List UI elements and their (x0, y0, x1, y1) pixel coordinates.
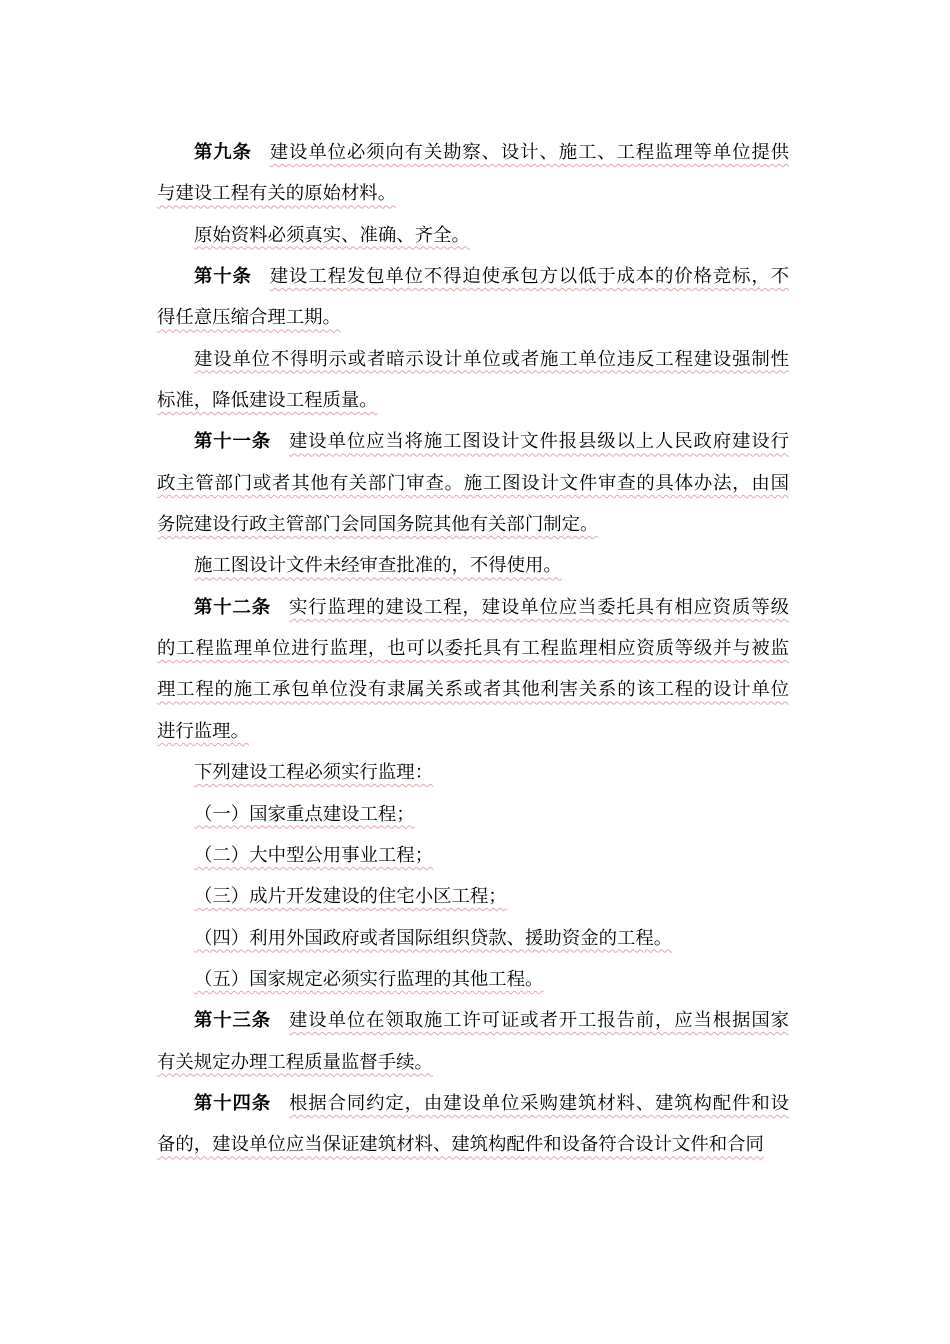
paragraph-line (157, 967, 789, 1008)
paragraph-line (157, 1050, 789, 1091)
paragraph-text: 备的，建设单位应当保证建筑材料、建筑构配件和设备符合设计文件和合同 (157, 1134, 764, 1156)
paragraph-line (157, 181, 789, 222)
paragraph-text: 建设工程发包单位不得迫使承包方以低于成本的价格竞标，不 (269, 266, 789, 288)
paragraph-text: 得任意压缩合理工期。 (157, 307, 341, 329)
paragraph-line (157, 347, 789, 388)
paragraph-text: 理工程的施工承包单位没有隶属关系或者其他利害关系的该工程的设计单位 (157, 679, 789, 701)
paragraph-text: （三）成片开发建设的住宅小区工程； (194, 886, 507, 908)
paragraph-text: （二）大中型公用事业工程； (194, 844, 434, 866)
paragraph-text: 标准，降低建设工程质量。 (157, 390, 378, 412)
paragraph-text: 建设单位必须向有关勘察、设计、施工、工程监理等单位提供 (269, 142, 789, 163)
article-heading: 第十二条 (194, 596, 272, 618)
article-heading: 第十四条 (194, 1092, 272, 1114)
paragraph-line (157, 388, 789, 429)
paragraph-line (157, 760, 789, 801)
paragraph-text: 原始资料必须真实、准确、齐全。 (194, 224, 470, 246)
paragraph-line (157, 595, 789, 636)
paragraph-text: 建设单位应当将施工图设计文件报县级以上人民政府建设行 (289, 431, 789, 453)
paragraph-line (157, 884, 789, 925)
paragraph-text: 政主管部门或者其他有关部门审查。施工图设计文件审查的具体办法，由国 (157, 472, 789, 494)
paragraph-line (157, 305, 789, 346)
paragraph-text: 建设单位不得明示或者暗示设计单位或者施工单位违反工程建设强制性 (194, 348, 789, 370)
paragraph-line (157, 429, 789, 470)
paragraph-text: 与建设工程有关的原始材料。 (157, 183, 397, 205)
paragraph-line (157, 1091, 789, 1132)
paragraph-text: 务院建设行政主管部门会同国务院其他有关部门制定。 (157, 514, 599, 536)
paragraph-text: （五）国家规定必须实行监理的其他工程。 (194, 968, 544, 990)
paragraph-line (157, 1008, 789, 1049)
paragraph-line (157, 843, 789, 884)
paragraph-text: 建设单位在领取施工许可证或者开工报告前，应当根据国家 (289, 1010, 789, 1032)
paragraph-text: 进行监理。 (157, 720, 249, 742)
document-body (157, 140, 789, 1174)
paragraph-line (157, 719, 789, 760)
paragraph-line (157, 140, 789, 181)
paragraph-line (157, 636, 789, 677)
article-heading: 第九条 (194, 142, 252, 163)
paragraph-text: 的工程监理单位进行监理，也可以委托具有工程监理相应资质等级并与被监 (157, 638, 789, 660)
paragraph-line (157, 223, 789, 264)
paragraph-line (157, 802, 789, 843)
paragraph-text: （四）利用外国政府或者国际组织贷款、援助资金的工程。 (194, 927, 673, 949)
paragraph-text: 下列建设工程必须实行监理： (194, 762, 434, 784)
paragraph-line (157, 1132, 789, 1173)
paragraph-text: 有关规定办理工程质量监督手续。 (157, 1051, 433, 1073)
article-heading: 第十条 (194, 266, 252, 288)
paragraph-line (157, 677, 789, 718)
paragraph-line (157, 264, 789, 305)
paragraph-line (157, 512, 789, 553)
paragraph-line (157, 926, 789, 967)
paragraph-text: 实行监理的建设工程，建设单位应当委托具有相应资质等级 (289, 596, 789, 618)
paragraph-text: 根据合同约定，由建设单位采购建筑材料、建筑构配件和设 (289, 1092, 789, 1114)
paragraph-text: 施工图设计文件未经审查批准的，不得使用。 (194, 555, 562, 577)
paragraph-line (157, 553, 789, 594)
article-heading: 第十一条 (194, 431, 272, 453)
paragraph-line (157, 471, 789, 512)
paragraph-text: （一）国家重点建设工程； (194, 803, 415, 825)
article-heading: 第十三条 (194, 1010, 272, 1032)
